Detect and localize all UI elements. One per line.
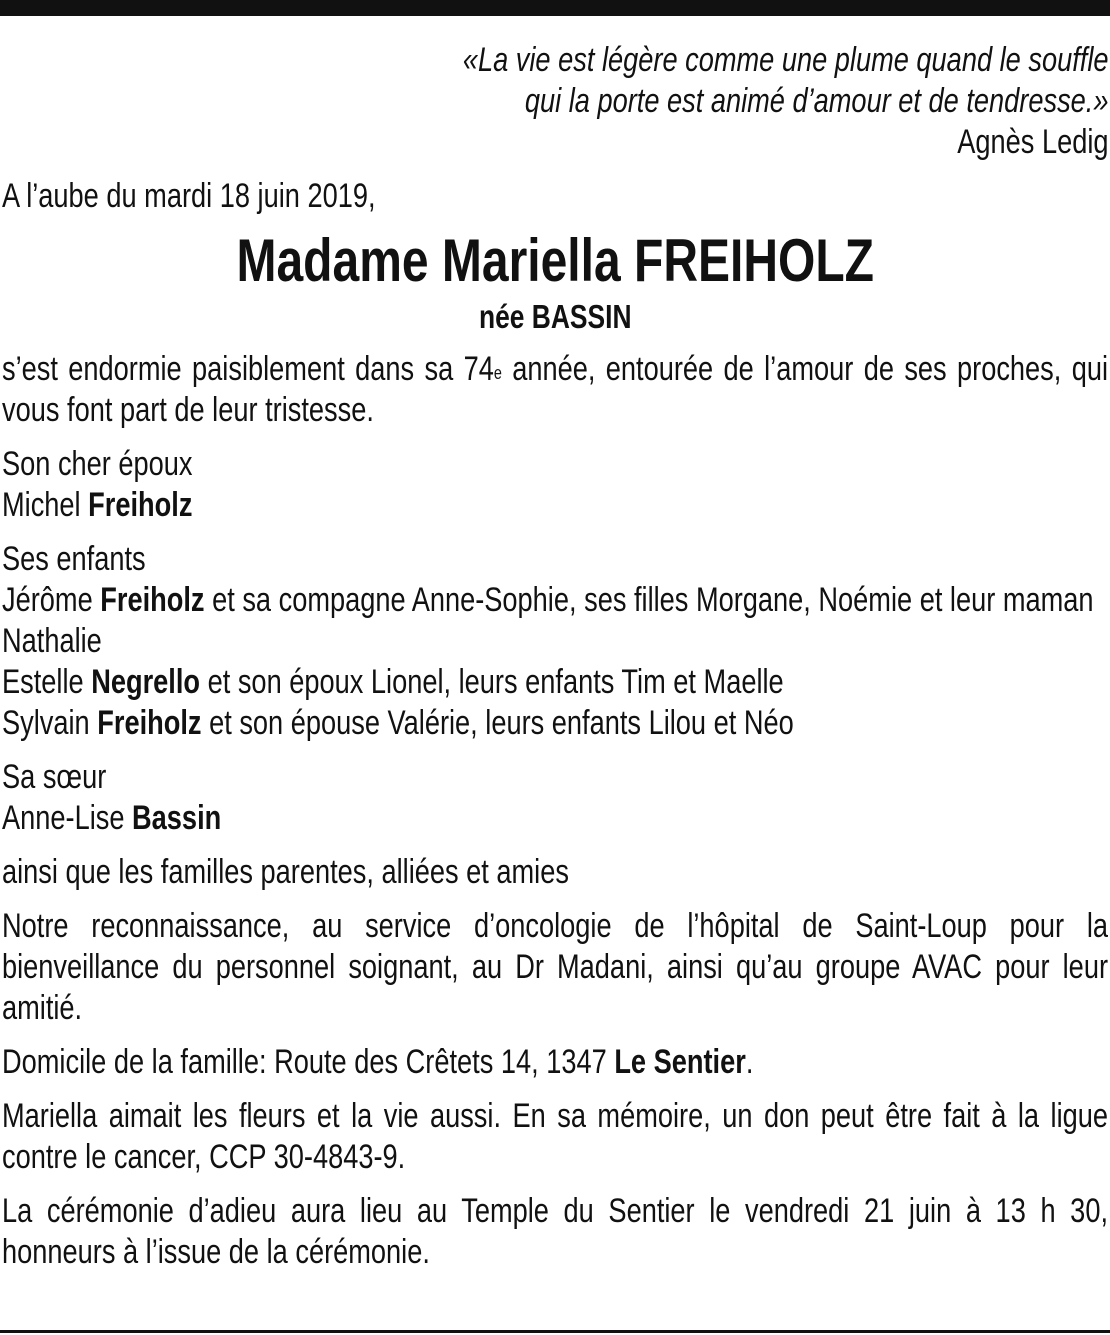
child-1: Jérôme Freiholz et sa compagne Anne-Sophie, ses filles Morgane, Noémie et leur maman Nathalie (2, 581, 1094, 660)
domicile-line: Domicile de la famille: Route des Crêtets 14, 1347 Le Sentier. (2, 1043, 754, 1081)
intro-line: A l’aube du mardi 18 juin 2019, (2, 177, 376, 215)
sister-heading: Sa sœur (2, 758, 107, 796)
epigraph-quote (2, 40, 1108, 122)
families-line: ainsi que les familles parentes, alliées et amies (2, 853, 569, 891)
child-2: Estelle Negrello et son époux Lionel, leurs enfants Tim et Maelle (2, 663, 784, 701)
spouse-name: Michel Freiholz (2, 486, 193, 524)
announcement-text: s’est endormie paisiblement dans sa 74e année, entourée de l’amour de ses proches, qui vous font part de leur tristesse. (2, 350, 1109, 429)
children-section (2, 539, 1108, 744)
spouse-heading: Son cher époux (2, 445, 193, 483)
sister-section (2, 757, 1108, 839)
ceremony-paragraph: La cérémonie d’adieu aura lieu au Temple du Sentier le vendredi 21 juin à 13 h 30, honneurs à l’issue de la cérémonie. (2, 1192, 1108, 1271)
obituary-notice (2, 40, 1108, 1273)
sister-name: Anne-Lise Bassin (2, 799, 222, 837)
quote-line-1: «La vie est légère comme une plume quand le souffle (462, 41, 1109, 79)
children-heading: Ses enfants (2, 540, 146, 578)
donation-paragraph: Mariella aimait les fleurs et la vie aussi. En sa mémoire, un don peut être fait à la ligue contre le cancer, CCP 30-4843-9. (2, 1097, 1108, 1176)
quote-author: Agnès Ledig (956, 123, 1108, 161)
deceased-name: Madame Mariella FREIHOLZ (236, 227, 874, 294)
thanks-paragraph: Notre reconnaissance, au service d’oncologie de l’hôpital de Saint-Loup pour la bienveillance du personnel soignant, au Dr Madani, ainsi qu’au groupe AVAC pour leur amitié. (2, 907, 1108, 1027)
child-3: Sylvain Freiholz et son épouse Valérie, leurs enfants Lilou et Néo (2, 704, 794, 742)
spouse-section (2, 444, 1108, 526)
bottom-rule (0, 1330, 1110, 1333)
top-rule (0, 0, 1110, 16)
maiden-name: née BASSIN (478, 298, 632, 335)
quote-line-2: qui la porte est animé d’amour et de tendresse.» (524, 82, 1108, 120)
